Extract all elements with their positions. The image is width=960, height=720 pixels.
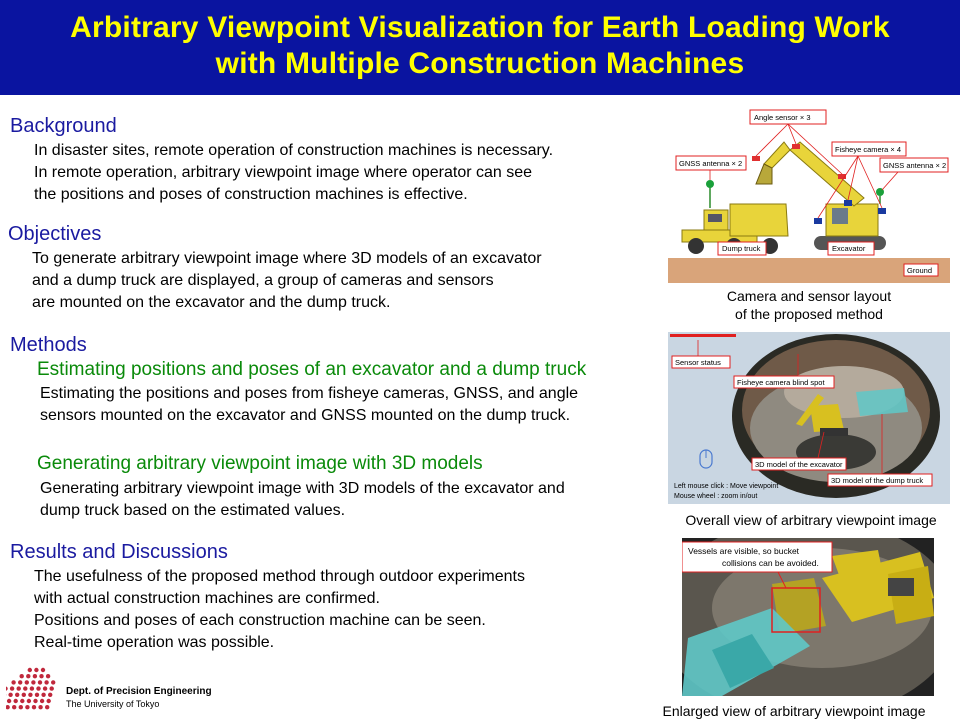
- logo-dot: [35, 693, 39, 697]
- logo-dot: [11, 680, 15, 684]
- logo-dot: [28, 693, 32, 697]
- logo-dot: [14, 699, 18, 703]
- logo-dot: [22, 693, 26, 697]
- logo-dot: [38, 705, 42, 709]
- logo-dot: [40, 699, 44, 703]
- objectives-line-2: and a dump truck are displayed, a group of cameras and sensors: [32, 272, 494, 289]
- logo-dot: [48, 693, 52, 697]
- logo-dot: [33, 699, 37, 703]
- methods-sub2-line-1: Generating arbitrary viewpoint image with 3D models of the excavator and: [40, 480, 565, 497]
- logo-dot: [43, 686, 47, 690]
- results-heading: Results and Discussions: [10, 541, 228, 563]
- figure2-caption: Overall view of arbitrary viewpoint image: [685, 512, 937, 528]
- figure1-caption: [668, 287, 950, 323]
- logo-dot: [34, 668, 38, 672]
- title-line-2: with Multiple Construction Machines: [215, 47, 745, 80]
- logo-dot: [20, 699, 24, 703]
- logo-dot: [6, 686, 8, 690]
- logo-dot: [36, 686, 40, 690]
- logo-university-name: The University of Tokyo: [66, 699, 160, 709]
- methods-sub1-heading: Estimating positions and poses of an excavator and a dump truck: [37, 359, 587, 380]
- figure1-caption-line-2: of the proposed method: [735, 306, 883, 322]
- results-line-3: Positions and poses of each construction machine can be seen.: [34, 612, 486, 629]
- logo-dept-name: Dept. of Precision Engineering: [66, 686, 212, 697]
- label-mouse-click: Left mouse click : Move viewpoint: [674, 483, 779, 490]
- figure1-caption-line-1: Camera and sensor layout: [726, 288, 892, 304]
- objectives-line-3: are mounted on the excavator and the dump truck.: [32, 294, 391, 311]
- logo-dot: [33, 674, 37, 678]
- university-logo-mark: [6, 664, 62, 712]
- logo-dot: [20, 674, 24, 678]
- logo-dot: [51, 680, 55, 684]
- label-ground: Ground: [907, 266, 933, 275]
- methods-sub2-heading: Generating arbitrary viewpoint image with 3D models: [37, 453, 483, 474]
- objectives-heading: Objectives: [8, 223, 102, 245]
- results-line-2: with actual construction machines are confirmed.: [34, 590, 380, 607]
- label-excavator: Excavator: [832, 244, 866, 253]
- methods-sub1-line-1: Estimating the positions and poses from fisheye cameras, GNSS, and angle: [40, 385, 579, 402]
- logo-dot: [30, 686, 34, 690]
- sensor-layout-diagram: [668, 108, 950, 283]
- logo-dot: [46, 674, 50, 678]
- label-sensor-status: Sensor status: [675, 358, 721, 367]
- logo-dot: [38, 680, 42, 684]
- label-blind-spot: Fisheye camera blind spot: [737, 378, 825, 387]
- logo-dot: [26, 674, 30, 678]
- logo-dot: [44, 680, 48, 684]
- label-model-excavator: 3D model of the excavator: [755, 460, 843, 469]
- background-line-2: In remote operation, arbitrary viewpoint image where operator can see: [34, 164, 533, 181]
- title-banner: [0, 0, 960, 95]
- title-line-1: Arbitrary Viewpoint Visualization for Earth Loading Work: [70, 11, 890, 44]
- label-gnss-left: GNSS antenna × 2: [679, 159, 743, 168]
- logo-dot: [25, 705, 29, 709]
- logo-dot: [27, 699, 31, 703]
- methods-heading: Methods: [10, 334, 87, 356]
- logo-dot: [41, 668, 45, 672]
- logo-dot: [28, 668, 32, 672]
- background-line-3: the positions and poses of construction machines is effective.: [34, 186, 468, 203]
- logo-dot: [50, 686, 54, 690]
- logo-dot: [25, 680, 29, 684]
- logo-dot: [17, 686, 21, 690]
- callout-line-1: Vessels are visible, so bucket: [688, 546, 800, 556]
- logo-dot: [7, 699, 11, 703]
- logo-dot: [19, 705, 23, 709]
- logo-dot: [8, 693, 12, 697]
- label-dump-truck: Dump truck: [722, 244, 761, 253]
- enlarged-viewpoint-image: [682, 538, 934, 696]
- callout-line-2: collisions can be avoided.: [722, 558, 819, 568]
- logo-dot: [10, 686, 14, 690]
- logo-dot: [6, 705, 10, 709]
- logo-dot: [45, 705, 49, 709]
- logo-dot: [18, 680, 22, 684]
- logo-dot: [12, 705, 16, 709]
- label-mouse-wheel: Mouse wheel : zoom in/out: [674, 493, 758, 500]
- logo-dot: [41, 693, 45, 697]
- logo-dot: [23, 686, 27, 690]
- label-angle-sensor: Angle sensor × 3: [754, 113, 811, 122]
- label-fisheye-camera: Fisheye camera × 4: [835, 145, 902, 154]
- logo-dot: [32, 705, 36, 709]
- label-gnss-right: GNSS antenna × 2: [883, 161, 947, 170]
- figure3-caption: Enlarged view of arbitrary viewpoint image: [662, 703, 926, 719]
- background-heading: Background: [10, 115, 117, 137]
- logo-dot: [39, 674, 43, 678]
- methods-sub1-line-2: sensors mounted on the excavator and GNSS mounted on the dump truck.: [40, 407, 571, 424]
- results-line-4: Real-time operation was possible.: [34, 634, 275, 651]
- background-line-1: In disaster sites, remote operation of construction machines is necessary.: [34, 142, 554, 159]
- results-line-1: The usefulness of the proposed method through outdoor experiments: [34, 568, 525, 585]
- objectives-line-1: To generate arbitrary viewpoint image where 3D models of an excavator: [32, 250, 542, 267]
- label-model-dump: 3D model of the dump truck: [831, 476, 924, 485]
- logo-dot: [31, 680, 35, 684]
- logo-dot: [15, 693, 19, 697]
- logo-dot: [47, 699, 51, 703]
- overall-viewpoint-image: [668, 332, 950, 504]
- methods-sub2-line-2: dump truck based on the estimated values.: [40, 502, 346, 519]
